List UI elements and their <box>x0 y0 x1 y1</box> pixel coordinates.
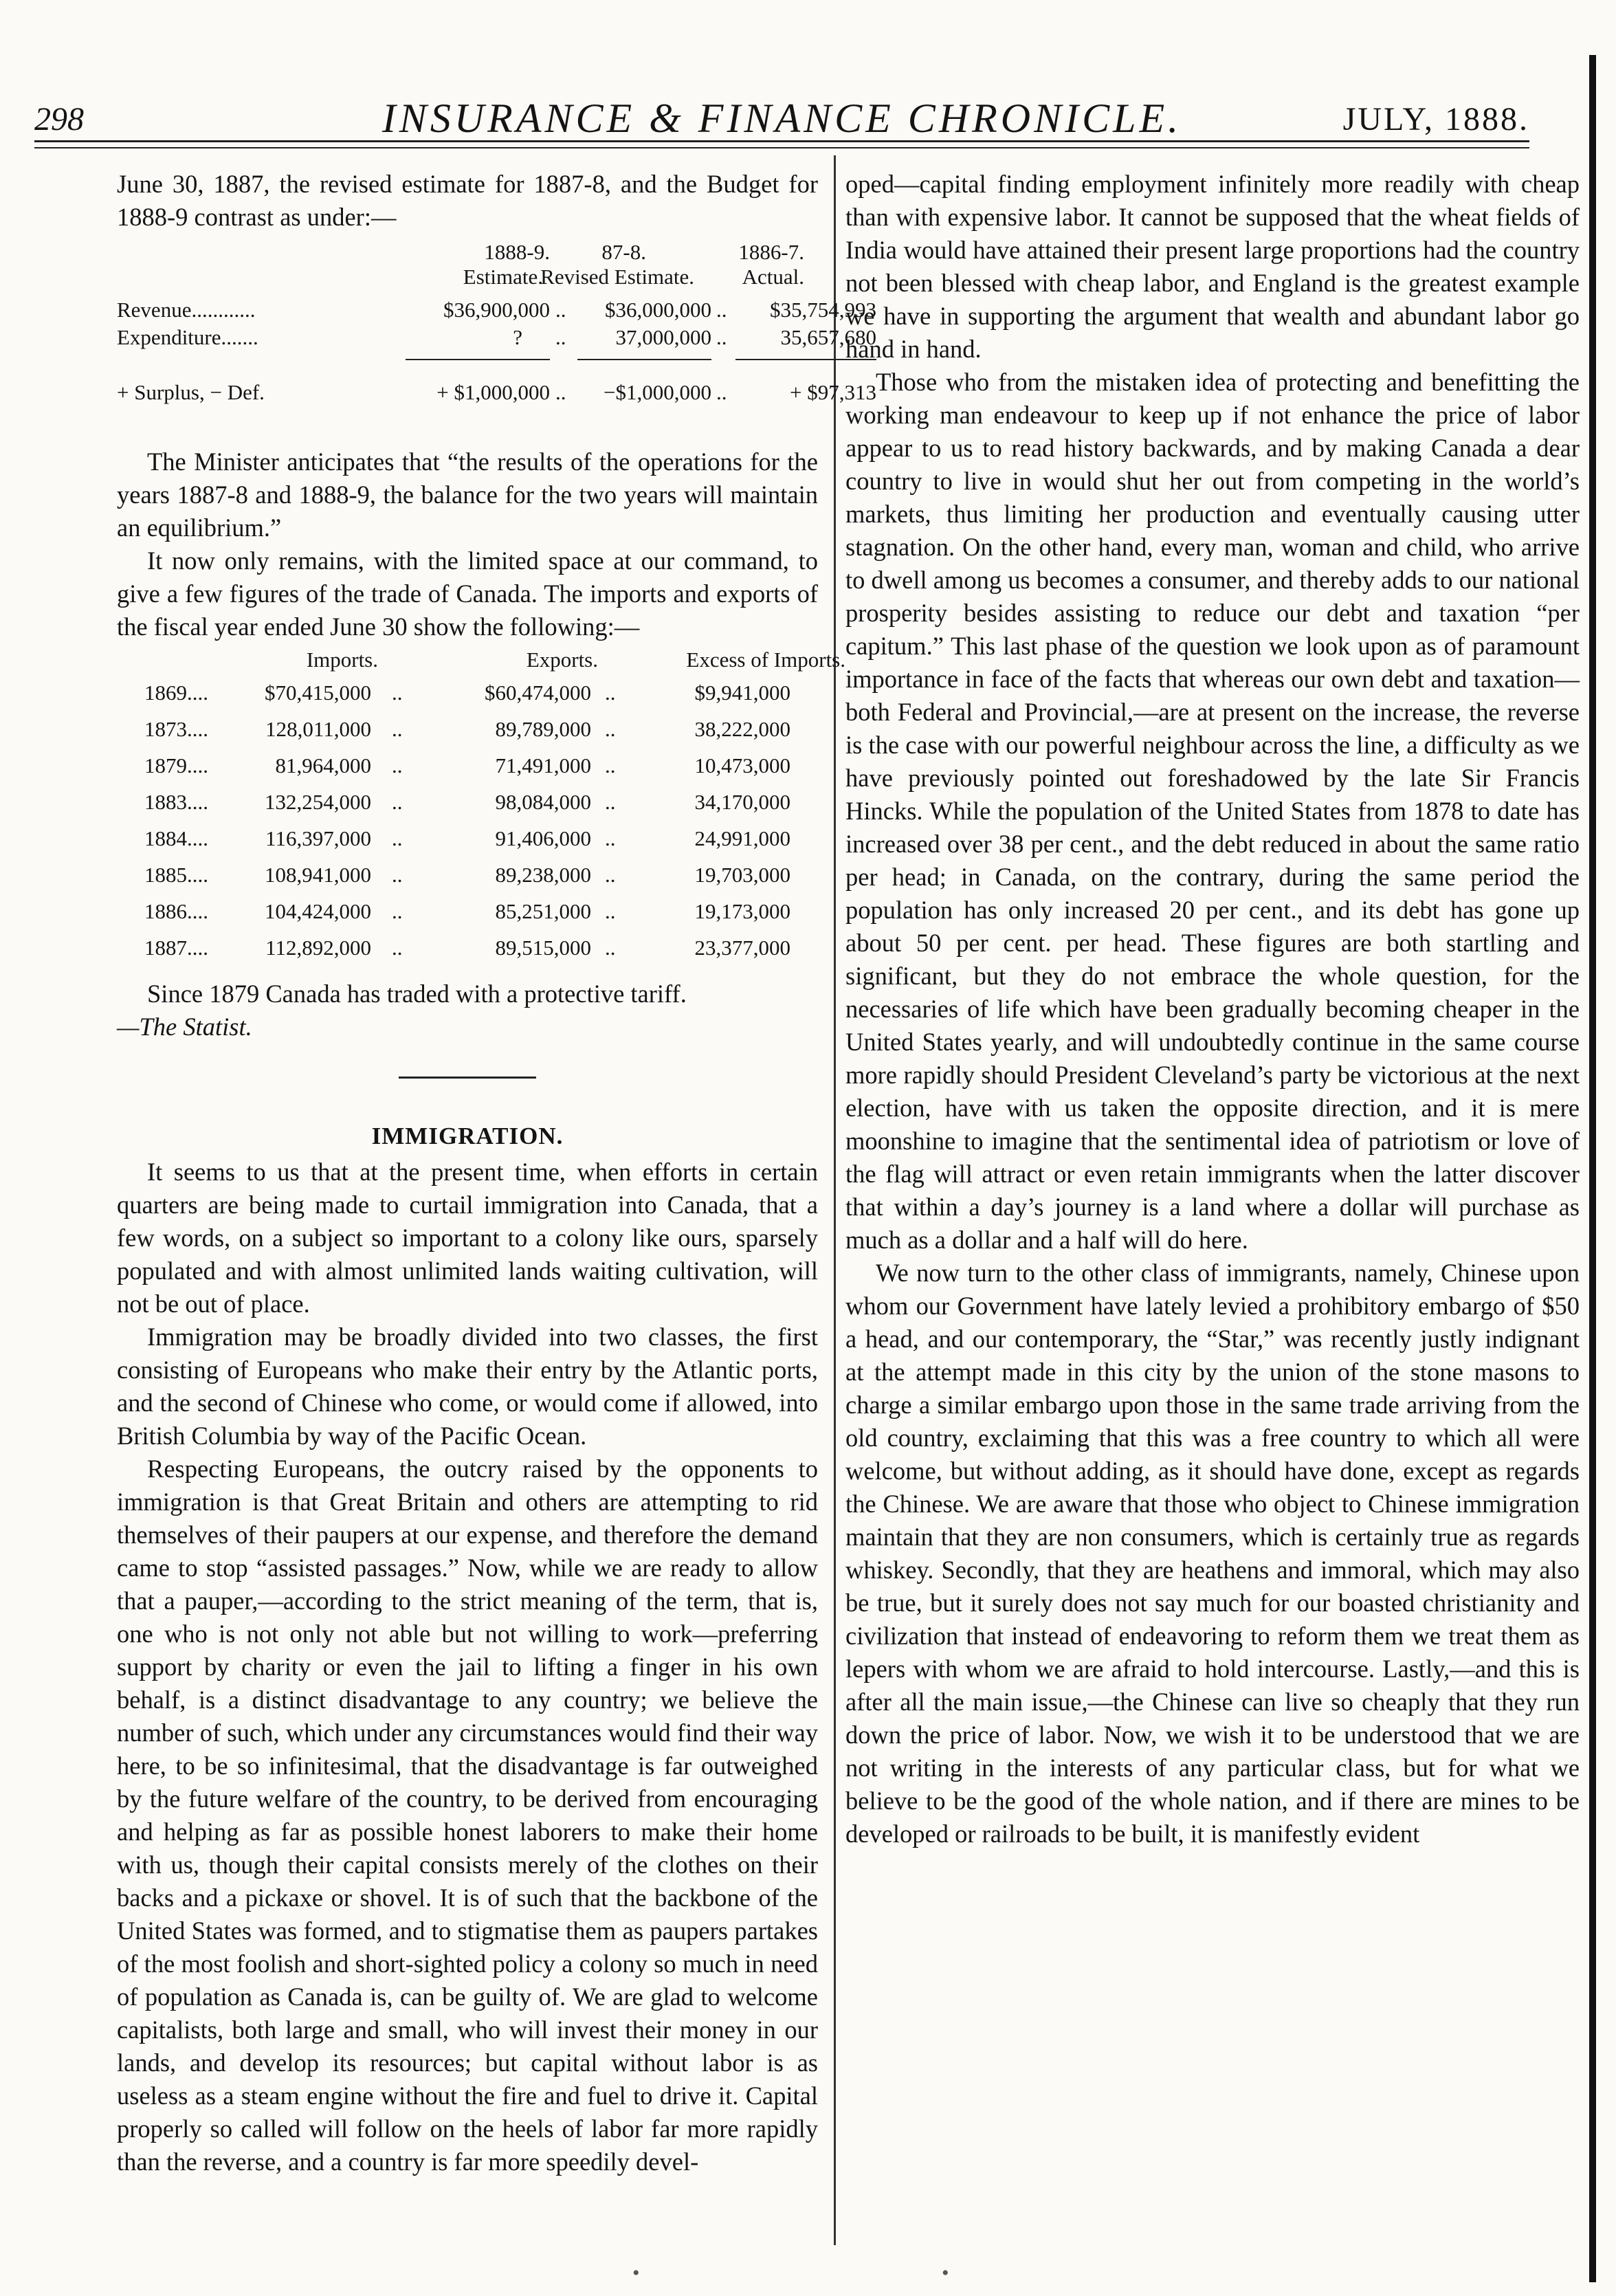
trade-exports: 98,084,000 <box>495 790 591 814</box>
trade-leader: .. <box>605 899 616 923</box>
budget-cell: + $97,313 <box>790 380 876 404</box>
trade-imports: 132,254,000 <box>265 790 371 814</box>
trade-leader: .. <box>392 681 403 705</box>
trade-imports: 116,397,000 <box>265 826 371 850</box>
budget-leader: .. <box>716 325 727 349</box>
article-paragraph: It seems to us that at the present time, when efforts in certain quarters are being made to curtail immigration into Canada, that a few words, on a subject so important to a colony like ours, sparsely populated and with almost unlimited lands waiting cultivation, will not be out of place. <box>117 1158 818 1318</box>
trade-imports: 108,941,000 <box>265 863 371 887</box>
trade-row <box>117 676 818 709</box>
budget-sum-rule <box>406 359 550 360</box>
trade-row <box>117 786 818 818</box>
article-paragraph: Respecting Europeans, the outcry raised by the opponents to immigration is that Great Britain and others are attempting to rid themselves of their paupers at our expense, and therefore the demand came to stop “assisted passages.” Now, while we are ready to allow that a pauper,—according to the strict meaning of the term, that is, one who is not only not able but not willing to work—preferring support by charity or even the jail to lifting a finger in his own behalf, is a distinct disadvantage to any country; we believe the number of such, which under any circumstances would find their way here, to be so infinitesimal, that the disadvantage is far outweighed by the future welfare of the country, to be derived from encouraging and helping as far as possible honest laborers to make their home with us, though their capital consists merely of the clothes on their backs and a pickaxe or shovel. It is of such that the backbone of the United States was formed, and to stigmatise them as paupers partakes of the most foolish and short-sighted policy a colony so much in need of population as Canada is, can be guilty of. We are glad to welcome capitalists, both large and small, who will invest their money in our lands, and develop its resources; but capital without labor is as useless as a steam engine without the fire and fuel to drive it. Capital properly so called will follow on the heels of labor far more rapidly than the reverse, and a country is far more speedily devel- <box>117 1455 818 2176</box>
minister-paragraph: The Minister anticipates that “the results of the operations for the years 1887-8 and 1888-9, the balance for the two years will maintain an equilibrium.” <box>117 448 818 542</box>
tariff-paragraph: Since 1879 Canada has traded with a protective tariff. <box>147 980 687 1008</box>
budget-leader: .. <box>716 298 727 322</box>
trade-leader: .. <box>392 863 403 887</box>
issue-date: JULY, 1888. <box>1342 101 1529 137</box>
trade-imports: 81,964,000 <box>275 753 371 777</box>
trade-leader: .. <box>605 717 616 741</box>
budget-table <box>117 236 876 441</box>
trade-exports: 89,789,000 <box>495 717 591 741</box>
trade-excess: 34,170,000 <box>694 790 790 814</box>
budget-subheader-estimate: Estimate. <box>463 265 543 289</box>
trade-excess: 38,222,000 <box>694 717 790 741</box>
budget-row-label: Expenditure....... <box>117 325 258 349</box>
trade-year: 1873.... <box>144 717 208 741</box>
trade-row <box>117 895 818 927</box>
budget-intro-text: June 30, 1887, the revised estimate for 1887-8, and the Budget for 1888-9 contrast as under:— <box>117 170 818 231</box>
trade-year: 1886.... <box>144 899 208 923</box>
article-paragraph: Immigration may be broadly divided into two classes, the first consisting of Europeans who make their entry by the Atlantic ports, and the second of Chinese who come, or would come if allowed, into British Columbia by way of the Pacific Ocean. <box>117 1323 818 1450</box>
article-paragraph: Those who from the mistaken idea of protecting and benefitting the working man endeavour to keep up if not enhance the price of labor appear to us to read history backwards, and by making Canada a dear country to live in would shut her out from competing in the world’s markets, thus limiting her production and eventually causing utter stagnation. On the other hand, every man, woman and child, who arrive to dwell among us becomes a consumer, and thereby adds to our national prosperity besides assisting to reduce our debt and taxation “per capitum.” This last phase of the question we look upon as of paramount importance in face of the facts that whereas our own debt and taxation—both Federal and Provincial,—are at present on the increase, the reverse is the case with our powerful neighbour across the line, a difficulty as we have previously pointed out foreshadowed by the late Sir Francis Hincks. While the population of the United States from 1878 to date has increased over 38 per cent., and the debt reduced in about the same ratio per head; in Canada, on the contrary, during the same period the population has only increased 20 per cent., and its debt has gone up about 50 per cent. per head. These figures are both startling and significant, but they do not embrace the whole question, for the necessaries of life which have been gradually becoming cheaper in the United States yearly, and will undoubtedly continue in the same course more rapidly should President Cleveland’s party be victorious at the next election, have with us taken the opposite direction, and it is mere moonshine to imagine that the sentimental idea of patriotism or love of the flag will attract or even retain immigrants when the latter discover that within a day’s journey is a land where a dollar will purchase as much as a dollar and a half will do here. <box>845 368 1580 1254</box>
trade-leader: .. <box>605 790 616 814</box>
trade-leader: .. <box>392 790 403 814</box>
header-double-rule <box>34 140 1529 148</box>
trade-exports: 91,406,000 <box>495 826 591 850</box>
section-heading: IMMIGRATION. <box>371 1123 564 1149</box>
trade-year: 1884.... <box>144 826 208 850</box>
budget-cell: 35,657,680 <box>780 325 876 349</box>
budget-cell: + $1,000,000 <box>436 380 550 404</box>
trade-excess: 10,473,000 <box>694 753 790 777</box>
budget-leader: .. <box>555 298 566 322</box>
trade-row <box>117 859 818 891</box>
article-paragraph-continued: oped—capital finding employment infinitely more readily with cheap than with expensive labor. It cannot be supposed that the wheat fields of India would have attained their present large proportions had the country not been blessed with cheap labor, and England is the greatest example we have in supporting the argument that wealth and abundant labor go hand in hand. <box>845 170 1580 363</box>
trade-leader: .. <box>605 936 616 960</box>
right-column <box>845 168 1580 1851</box>
print-mark: • <box>632 2262 640 2284</box>
trade-year: 1883.... <box>144 790 208 814</box>
trade-header-imports: Imports. <box>306 648 378 672</box>
trade-exports: 71,491,000 <box>495 753 591 777</box>
trade-leader: .. <box>392 826 403 850</box>
trade-excess: 19,173,000 <box>694 899 790 923</box>
running-head <box>34 66 1529 142</box>
trade-leader: .. <box>605 863 616 887</box>
trade-header-exports: Exports. <box>526 648 598 672</box>
budget-sum-rule <box>577 359 711 360</box>
trade-year: 1887.... <box>144 936 208 960</box>
budget-header-revised: 87-8. <box>601 240 646 264</box>
budget-leader: .. <box>555 380 566 404</box>
print-mark: • <box>942 2262 949 2284</box>
trade-imports: 112,892,000 <box>265 936 371 960</box>
trade-excess: 23,377,000 <box>694 936 790 960</box>
trade-row <box>117 931 818 964</box>
trade-exports: 89,238,000 <box>495 863 591 887</box>
trade-leader: .. <box>392 899 403 923</box>
trade-row <box>117 713 818 745</box>
article-paragraph: We now turn to the other class of immigrants, namely, Chinese upon whom our Government have lately levied a prohibitory embargo of $50 a head, and our contemporary, the “Star,” was recently justly indignant at the attempt made in this city by the union of the stone masons to charge a similar embargo upon those in the same trade arriving from the old country, exclaiming that this was a free country to which all were welcome, but without adding, as it should have done, except as regards the Chinese. We are aware that those who object to Chinese immigration maintain that they are non consumers, which is certainly true as regards whiskey. Secondly, that they are heathens and immoral, which may also be true, but it surely does not say much for our boasted christianity and civilization that instead of endeavoring to reform them we treat them as lepers with whom we are afraid to hold intercourse. Lastly,—and this is after all the main issue,—the Chinese can live so cheaply that they run down the price of labor. Now, we wish it to be understood that we are not writing in the interests of any particular class, but for what we believe to be the good of the whole nation, and if there are mines to be developed or railroads to be built, it is manifestly evident <box>845 1259 1580 1848</box>
trade-leader: .. <box>392 936 403 960</box>
trade-year: 1885.... <box>144 863 208 887</box>
trade-year: 1869.... <box>144 681 208 705</box>
budget-leader: .. <box>555 325 566 349</box>
trade-excess: 19,703,000 <box>694 863 790 887</box>
trade-leader: .. <box>605 681 616 705</box>
budget-cell: −$1,000,000 <box>604 380 711 404</box>
budget-subheader-actual: Actual. <box>742 265 804 289</box>
source-citation: —The Statist. <box>117 1013 252 1041</box>
trade-imports: $70,415,000 <box>265 681 371 705</box>
trade-row <box>117 749 818 782</box>
budget-header-estimate: 1888-9. <box>484 240 550 264</box>
section-separator <box>399 1077 536 1079</box>
trade-leader: .. <box>392 753 403 777</box>
budget-cell: ? <box>513 325 522 349</box>
trade-leader: .. <box>605 826 616 850</box>
journal-title: INSURANCE & FINANCE CHRONICLE. <box>381 96 1182 141</box>
trade-header-excess: Excess of Imports. <box>686 648 845 672</box>
trade-leader: .. <box>605 753 616 777</box>
trade-exports: 85,251,000 <box>495 899 591 923</box>
trade-excess: 24,991,000 <box>694 826 790 850</box>
trade-imports: 104,424,000 <box>265 899 371 923</box>
budget-leader: .. <box>716 380 727 404</box>
budget-cell: $36,000,000 <box>605 298 711 322</box>
trade-table <box>117 643 845 973</box>
budget-subheader-revised: Revised Estimate. <box>540 265 694 289</box>
trade-exports: $60,474,000 <box>485 681 591 705</box>
column-divider <box>834 155 836 2245</box>
trade-leader: .. <box>392 717 403 741</box>
trade-row <box>117 822 818 854</box>
trade-excess: $9,941,000 <box>694 681 790 705</box>
trade-intro-paragraph: It now only remains, with the limited space at our command, to give a few figures of the trade of Canada. The imports and exports of the fiscal year ended June 30 show the following:— <box>117 547 818 641</box>
page-number: 298 <box>34 101 84 137</box>
scan-edge-bar <box>1589 55 1596 2282</box>
trade-year: 1879.... <box>144 753 208 777</box>
budget-cell: $36,900,000 <box>443 298 550 322</box>
trade-imports: 128,011,000 <box>265 717 371 741</box>
trade-exports: 89,515,000 <box>495 936 591 960</box>
budget-cell: 37,000,000 <box>615 325 711 349</box>
budget-header-actual: 1886-7. <box>738 240 804 264</box>
budget-row-label: Revenue............ <box>117 298 256 322</box>
left-column <box>117 168 876 2178</box>
budget-row-label: + Surplus, − Def. <box>117 380 265 404</box>
budget-cell: $35,754,993 <box>770 298 876 322</box>
